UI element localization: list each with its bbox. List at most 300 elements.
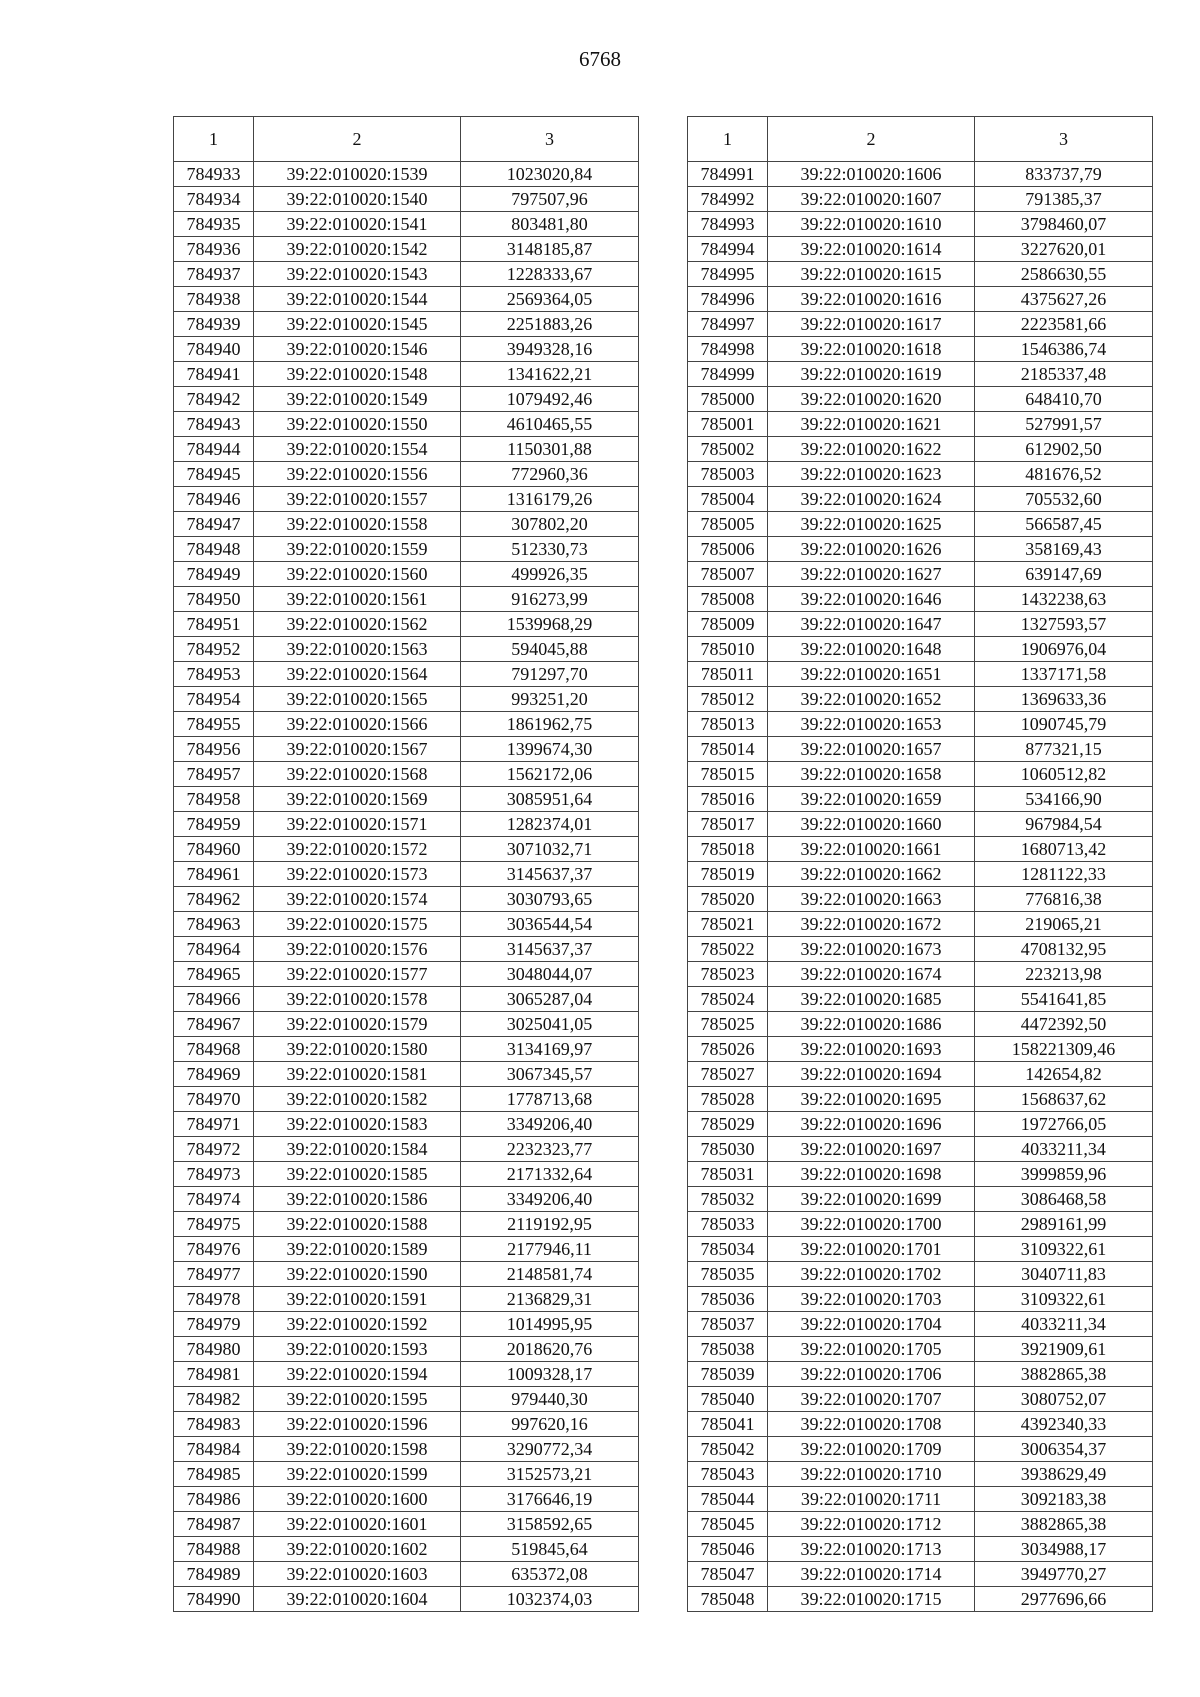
value-cell: 3109322,61 [975, 1287, 1153, 1312]
cadastral-number-cell: 39:22:010020:1596 [254, 1412, 461, 1437]
value-cell: 1150301,88 [461, 437, 639, 462]
row-number-cell: 785022 [688, 937, 768, 962]
value-cell: 3092183,38 [975, 1487, 1153, 1512]
row-number-cell: 784948 [174, 537, 254, 562]
row-number-cell: 784941 [174, 362, 254, 387]
value-cell: 1778713,68 [461, 1087, 639, 1112]
table-row [174, 987, 639, 1012]
table-row [688, 1512, 1153, 1537]
value-cell: 4033211,34 [975, 1137, 1153, 1162]
row-number-cell: 784961 [174, 862, 254, 887]
cadastral-number-cell: 39:22:010020:1567 [254, 737, 461, 762]
value-cell: 4708132,95 [975, 937, 1153, 962]
cadastral-number-cell: 39:22:010020:1627 [768, 562, 975, 587]
value-cell: 1399674,30 [461, 737, 639, 762]
row-number-cell: 784952 [174, 637, 254, 662]
value-cell: 4375627,26 [975, 287, 1153, 312]
table-row [174, 512, 639, 537]
cadastral-number-cell: 39:22:010020:1709 [768, 1437, 975, 1462]
table-row [174, 937, 639, 962]
value-cell: 916273,99 [461, 587, 639, 612]
table-row [174, 587, 639, 612]
cadastral-number-cell: 39:22:010020:1593 [254, 1337, 461, 1362]
cadastral-number-cell: 39:22:010020:1603 [254, 1562, 461, 1587]
value-cell: 3071032,71 [461, 837, 639, 862]
value-cell: 3949328,16 [461, 337, 639, 362]
row-number-cell: 785026 [688, 1037, 768, 1062]
table-row [174, 287, 639, 312]
cadastral-number-cell: 39:22:010020:1695 [768, 1087, 975, 1112]
table-row [174, 662, 639, 687]
table-row [688, 537, 1153, 562]
table-row [174, 1162, 639, 1187]
cadastral-number-cell: 39:22:010020:1624 [768, 487, 975, 512]
row-number-cell: 784993 [688, 212, 768, 237]
value-cell: 833737,79 [975, 162, 1153, 187]
value-cell: 635372,08 [461, 1562, 639, 1587]
row-number-cell: 784951 [174, 612, 254, 637]
table-row [688, 1087, 1153, 1112]
table-row [688, 687, 1153, 712]
cadastral-number-cell: 39:22:010020:1704 [768, 1312, 975, 1337]
table-row [688, 1537, 1153, 1562]
row-number-cell: 784933 [174, 162, 254, 187]
table-row [174, 312, 639, 337]
data-table-right [687, 116, 1153, 1612]
table-row [174, 862, 639, 887]
row-number-cell: 784991 [688, 162, 768, 187]
row-number-cell: 784950 [174, 587, 254, 612]
row-number-cell: 785018 [688, 837, 768, 862]
cadastral-number-cell: 39:22:010020:1693 [768, 1037, 975, 1062]
table-row [688, 1212, 1153, 1237]
table-row [688, 1137, 1153, 1162]
cadastral-number-cell: 39:22:010020:1548 [254, 362, 461, 387]
table-row [688, 262, 1153, 287]
table-row [174, 387, 639, 412]
cadastral-number-cell: 39:22:010020:1590 [254, 1262, 461, 1287]
value-cell: 997620,16 [461, 1412, 639, 1437]
table-row [174, 1562, 639, 1587]
row-number-cell: 785030 [688, 1137, 768, 1162]
cadastral-number-cell: 39:22:010020:1585 [254, 1162, 461, 1187]
cadastral-number-cell: 39:22:010020:1606 [768, 162, 975, 187]
table-row [688, 587, 1153, 612]
row-number-cell: 785027 [688, 1062, 768, 1087]
row-number-cell: 785029 [688, 1112, 768, 1137]
row-number-cell: 784959 [174, 812, 254, 837]
value-cell: 1562172,06 [461, 762, 639, 787]
table-row [174, 1062, 639, 1087]
value-cell: 3176646,19 [461, 1487, 639, 1512]
table-row [688, 837, 1153, 862]
row-number-cell: 785014 [688, 737, 768, 762]
cadastral-number-cell: 39:22:010020:1607 [768, 187, 975, 212]
value-cell: 1079492,46 [461, 387, 639, 412]
table-row [688, 1187, 1153, 1212]
cadastral-number-cell: 39:22:010020:1549 [254, 387, 461, 412]
cadastral-number-cell: 39:22:010020:1557 [254, 487, 461, 512]
cadastral-number-cell: 39:22:010020:1588 [254, 1212, 461, 1237]
table-row [174, 187, 639, 212]
row-number-cell: 784989 [174, 1562, 254, 1587]
value-cell: 3034988,17 [975, 1537, 1153, 1562]
table-row [174, 1537, 639, 1562]
value-cell: 4610465,55 [461, 412, 639, 437]
table-row [174, 1012, 639, 1037]
cadastral-number-cell: 39:22:010020:1582 [254, 1087, 461, 1112]
row-number-cell: 785032 [688, 1187, 768, 1212]
table-row [174, 212, 639, 237]
row-number-cell: 785001 [688, 412, 768, 437]
row-number-cell: 784963 [174, 912, 254, 937]
cadastral-number-cell: 39:22:010020:1657 [768, 737, 975, 762]
row-number-cell: 784982 [174, 1387, 254, 1412]
value-cell: 1014995,95 [461, 1312, 639, 1337]
cadastral-number-cell: 39:22:010020:1562 [254, 612, 461, 637]
cadastral-number-cell: 39:22:010020:1674 [768, 962, 975, 987]
row-number-cell: 784971 [174, 1112, 254, 1137]
cadastral-number-cell: 39:22:010020:1591 [254, 1287, 461, 1312]
row-number-cell: 784956 [174, 737, 254, 762]
table-row [688, 962, 1153, 987]
cadastral-number-cell: 39:22:010020:1708 [768, 1412, 975, 1437]
cadastral-number-cell: 39:22:010020:1623 [768, 462, 975, 487]
value-cell: 3938629,49 [975, 1462, 1153, 1487]
value-cell: 3109322,61 [975, 1237, 1153, 1262]
row-number-cell: 785038 [688, 1337, 768, 1362]
cadastral-number-cell: 39:22:010020:1594 [254, 1362, 461, 1387]
value-cell: 1316179,26 [461, 487, 639, 512]
row-number-cell: 785046 [688, 1537, 768, 1562]
table-row [688, 1337, 1153, 1362]
row-number-cell: 785000 [688, 387, 768, 412]
cadastral-number-cell: 39:22:010020:1592 [254, 1312, 461, 1337]
table-row [688, 712, 1153, 737]
row-number-cell: 785011 [688, 662, 768, 687]
table-row [174, 687, 639, 712]
row-number-cell: 784995 [688, 262, 768, 287]
value-cell: 3080752,07 [975, 1387, 1153, 1412]
cadastral-number-cell: 39:22:010020:1541 [254, 212, 461, 237]
row-number-cell: 785036 [688, 1287, 768, 1312]
table-row [688, 187, 1153, 212]
table-row [688, 337, 1153, 362]
table-row [174, 637, 639, 662]
table-row [688, 412, 1153, 437]
row-number-cell: 784979 [174, 1312, 254, 1337]
row-number-cell: 784949 [174, 562, 254, 587]
row-number-cell: 785008 [688, 587, 768, 612]
table-row [174, 1337, 639, 1362]
table-row [688, 887, 1153, 912]
row-number-cell: 784946 [174, 487, 254, 512]
cadastral-number-cell: 39:22:010020:1710 [768, 1462, 975, 1487]
value-cell: 803481,80 [461, 212, 639, 237]
row-number-cell: 784965 [174, 962, 254, 987]
value-cell: 1861962,75 [461, 712, 639, 737]
cadastral-number-cell: 39:22:010020:1662 [768, 862, 975, 887]
cadastral-number-cell: 39:22:010020:1696 [768, 1112, 975, 1137]
value-cell: 2148581,74 [461, 1262, 639, 1287]
value-cell: 4472392,50 [975, 1012, 1153, 1037]
cadastral-number-cell: 39:22:010020:1566 [254, 712, 461, 737]
value-cell: 3148185,87 [461, 237, 639, 262]
column-header-1: 1 [688, 117, 768, 162]
cadastral-number-cell: 39:22:010020:1558 [254, 512, 461, 537]
table-row [688, 1437, 1153, 1462]
cadastral-number-cell: 39:22:010020:1700 [768, 1212, 975, 1237]
row-number-cell: 784990 [174, 1587, 254, 1612]
row-number-cell: 785021 [688, 912, 768, 937]
row-number-cell: 784967 [174, 1012, 254, 1037]
row-number-cell: 785017 [688, 812, 768, 837]
column-header-1: 1 [174, 117, 254, 162]
value-cell: 1337171,58 [975, 662, 1153, 687]
table-row [688, 562, 1153, 587]
row-number-cell: 784943 [174, 412, 254, 437]
table-row [688, 1037, 1153, 1062]
cadastral-number-cell: 39:22:010020:1694 [768, 1062, 975, 1087]
cadastral-number-cell: 39:22:010020:1712 [768, 1512, 975, 1537]
table-row [688, 987, 1153, 1012]
value-cell: 2586630,55 [975, 262, 1153, 287]
table-row [688, 362, 1153, 387]
table-row [174, 712, 639, 737]
value-cell: 705532,60 [975, 487, 1153, 512]
cadastral-number-cell: 39:22:010020:1621 [768, 412, 975, 437]
row-number-cell: 784992 [688, 187, 768, 212]
cadastral-number-cell: 39:22:010020:1715 [768, 1587, 975, 1612]
cadastral-number-cell: 39:22:010020:1702 [768, 1262, 975, 1287]
cadastral-number-cell: 39:22:010020:1581 [254, 1062, 461, 1087]
value-cell: 3145637,37 [461, 937, 639, 962]
cadastral-number-cell: 39:22:010020:1545 [254, 312, 461, 337]
cadastral-number-cell: 39:22:010020:1660 [768, 812, 975, 837]
value-cell: 2018620,76 [461, 1337, 639, 1362]
row-number-cell: 785023 [688, 962, 768, 987]
value-cell: 566587,45 [975, 512, 1153, 537]
value-cell: 772960,36 [461, 462, 639, 487]
value-cell: 3949770,27 [975, 1562, 1153, 1587]
table-row [688, 312, 1153, 337]
cadastral-number-cell: 39:22:010020:1697 [768, 1137, 975, 1162]
row-number-cell: 785006 [688, 537, 768, 562]
cadastral-number-cell: 39:22:010020:1698 [768, 1162, 975, 1187]
value-cell: 612902,50 [975, 437, 1153, 462]
page-number: 6768 [579, 47, 621, 71]
cadastral-number-cell: 39:22:010020:1539 [254, 162, 461, 187]
row-number-cell: 785016 [688, 787, 768, 812]
cadastral-number-cell: 39:22:010020:1703 [768, 1287, 975, 1312]
table-row [174, 362, 639, 387]
cadastral-number-cell: 39:22:010020:1577 [254, 962, 461, 987]
cadastral-number-cell: 39:22:010020:1559 [254, 537, 461, 562]
value-cell: 527991,57 [975, 412, 1153, 437]
value-cell: 1369633,36 [975, 687, 1153, 712]
table-row [174, 237, 639, 262]
cadastral-number-cell: 39:22:010020:1546 [254, 337, 461, 362]
column-header-3: 3 [461, 117, 639, 162]
row-number-cell: 784986 [174, 1487, 254, 1512]
table-row [174, 262, 639, 287]
row-number-cell: 784942 [174, 387, 254, 412]
value-cell: 3085951,64 [461, 787, 639, 812]
row-number-cell: 784947 [174, 512, 254, 537]
value-cell: 3921909,61 [975, 1337, 1153, 1362]
table-row [688, 737, 1153, 762]
value-cell: 877321,15 [975, 737, 1153, 762]
value-cell: 3882865,38 [975, 1512, 1153, 1537]
value-cell: 3067345,57 [461, 1062, 639, 1087]
cadastral-number-cell: 39:22:010020:1653 [768, 712, 975, 737]
row-number-cell: 785045 [688, 1512, 768, 1537]
cadastral-number-cell: 39:22:010020:1707 [768, 1387, 975, 1412]
table-row [174, 1187, 639, 1212]
cadastral-number-cell: 39:22:010020:1626 [768, 537, 975, 562]
cadastral-number-cell: 39:22:010020:1595 [254, 1387, 461, 1412]
value-cell: 2223581,66 [975, 312, 1153, 337]
value-cell: 967984,54 [975, 812, 1153, 837]
value-cell: 223213,98 [975, 962, 1153, 987]
row-number-cell: 785047 [688, 1562, 768, 1587]
cadastral-number-cell: 39:22:010020:1673 [768, 937, 975, 962]
row-number-cell: 784934 [174, 187, 254, 212]
cadastral-number-cell: 39:22:010020:1542 [254, 237, 461, 262]
row-number-cell: 784939 [174, 312, 254, 337]
value-cell: 2977696,66 [975, 1587, 1153, 1612]
row-number-cell: 784964 [174, 937, 254, 962]
table-row [174, 487, 639, 512]
value-cell: 1060512,82 [975, 762, 1153, 787]
row-number-cell: 784976 [174, 1237, 254, 1262]
row-number-cell: 785044 [688, 1487, 768, 1512]
value-cell: 2989161,99 [975, 1212, 1153, 1237]
table-row [688, 1412, 1153, 1437]
column-header-2: 2 [768, 117, 975, 162]
table-row [688, 1287, 1153, 1312]
row-number-cell: 784953 [174, 662, 254, 687]
value-cell: 791297,70 [461, 662, 639, 687]
value-cell: 1546386,74 [975, 337, 1153, 362]
table-row [688, 1462, 1153, 1487]
value-cell: 1281122,33 [975, 862, 1153, 887]
row-number-cell: 785013 [688, 712, 768, 737]
row-number-cell: 785020 [688, 887, 768, 912]
row-number-cell: 784936 [174, 237, 254, 262]
cadastral-number-cell: 39:22:010020:1574 [254, 887, 461, 912]
cadastral-number-cell: 39:22:010020:1599 [254, 1462, 461, 1487]
cadastral-number-cell: 39:22:010020:1711 [768, 1487, 975, 1512]
table-row [174, 337, 639, 362]
table-row [174, 1487, 639, 1512]
value-cell: 307802,20 [461, 512, 639, 537]
row-number-cell: 785009 [688, 612, 768, 637]
cadastral-number-cell: 39:22:010020:1583 [254, 1112, 461, 1137]
value-cell: 4392340,33 [975, 1412, 1153, 1437]
table-row [688, 387, 1153, 412]
row-number-cell: 785033 [688, 1212, 768, 1237]
row-number-cell: 784974 [174, 1187, 254, 1212]
row-number-cell: 785025 [688, 1012, 768, 1037]
table-row [688, 512, 1153, 537]
value-cell: 776816,38 [975, 887, 1153, 912]
cadastral-number-cell: 39:22:010020:1568 [254, 762, 461, 787]
cadastral-number-cell: 39:22:010020:1672 [768, 912, 975, 937]
value-cell: 3227620,01 [975, 237, 1153, 262]
value-cell: 1032374,03 [461, 1587, 639, 1612]
value-cell: 519845,64 [461, 1537, 639, 1562]
value-cell: 3999859,96 [975, 1162, 1153, 1187]
value-cell: 2119192,95 [461, 1212, 639, 1237]
row-number-cell: 785019 [688, 862, 768, 887]
table-header-row [174, 117, 639, 162]
row-number-cell: 784937 [174, 262, 254, 287]
cadastral-number-cell: 39:22:010020:1573 [254, 862, 461, 887]
cadastral-number-cell: 39:22:010020:1544 [254, 287, 461, 312]
value-cell: 1282374,01 [461, 812, 639, 837]
table-row [688, 787, 1153, 812]
cadastral-number-cell: 39:22:010020:1584 [254, 1137, 461, 1162]
cadastral-number-cell: 39:22:010020:1651 [768, 662, 975, 687]
cadastral-number-cell: 39:22:010020:1610 [768, 212, 975, 237]
table-row [174, 962, 639, 987]
table-row [174, 912, 639, 937]
value-cell: 3290772,34 [461, 1437, 639, 1462]
table-row [174, 737, 639, 762]
row-number-cell: 784954 [174, 687, 254, 712]
cadastral-number-cell: 39:22:010020:1614 [768, 237, 975, 262]
cadastral-number-cell: 39:22:010020:1579 [254, 1012, 461, 1037]
value-cell: 1906976,04 [975, 637, 1153, 662]
table-row [688, 462, 1153, 487]
row-number-cell: 784997 [688, 312, 768, 337]
row-number-cell: 785028 [688, 1087, 768, 1112]
value-cell: 3882865,38 [975, 1362, 1153, 1387]
row-number-cell: 784940 [174, 337, 254, 362]
cadastral-number-cell: 39:22:010020:1589 [254, 1237, 461, 1262]
table-row [174, 1512, 639, 1537]
cadastral-number-cell: 39:22:010020:1620 [768, 387, 975, 412]
table-header-row [688, 117, 1153, 162]
value-cell: 1341622,21 [461, 362, 639, 387]
cadastral-number-cell: 39:22:010020:1617 [768, 312, 975, 337]
cadastral-number-cell: 39:22:010020:1561 [254, 587, 461, 612]
cadastral-number-cell: 39:22:010020:1571 [254, 812, 461, 837]
cadastral-number-cell: 39:22:010020:1615 [768, 262, 975, 287]
table-row [688, 762, 1153, 787]
cadastral-number-cell: 39:22:010020:1576 [254, 937, 461, 962]
cadastral-number-cell: 39:22:010020:1565 [254, 687, 461, 712]
cadastral-number-cell: 39:22:010020:1685 [768, 987, 975, 1012]
cadastral-number-cell: 39:22:010020:1604 [254, 1587, 461, 1612]
table-row [174, 762, 639, 787]
table-row [174, 887, 639, 912]
value-cell: 3145637,37 [461, 862, 639, 887]
row-number-cell: 784973 [174, 1162, 254, 1187]
value-cell: 993251,20 [461, 687, 639, 712]
cadastral-number-cell: 39:22:010020:1569 [254, 787, 461, 812]
row-number-cell: 785040 [688, 1387, 768, 1412]
table-row [174, 1462, 639, 1487]
row-number-cell: 784958 [174, 787, 254, 812]
value-cell: 1432238,63 [975, 587, 1153, 612]
table-row [174, 1587, 639, 1612]
value-cell: 2251883,26 [461, 312, 639, 337]
table-row [174, 1087, 639, 1112]
cadastral-number-cell: 39:22:010020:1580 [254, 1037, 461, 1062]
value-cell: 3030793,65 [461, 887, 639, 912]
